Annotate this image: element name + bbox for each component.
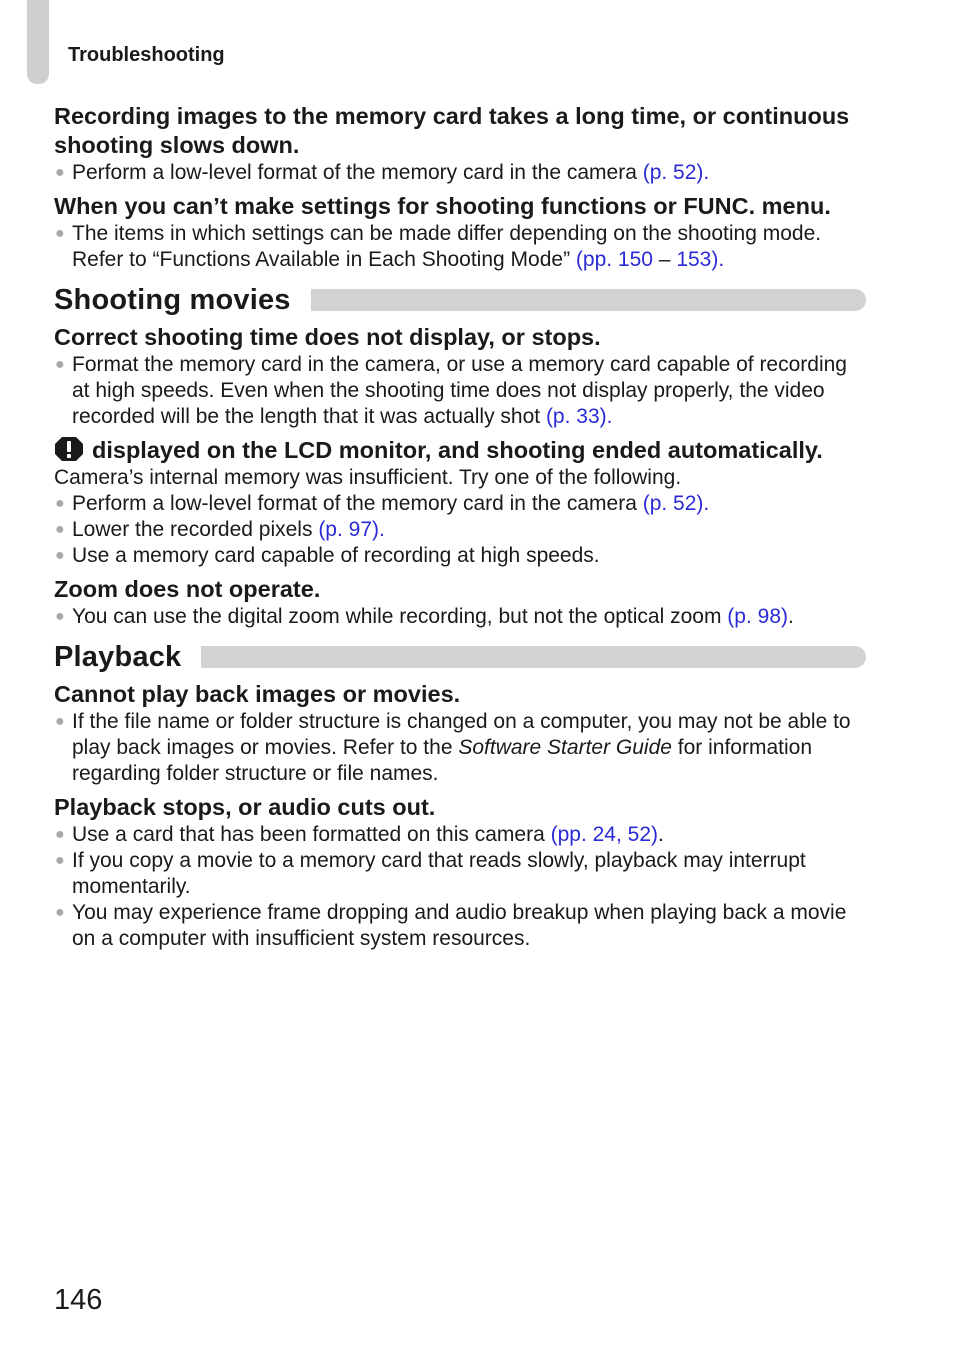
- page-link[interactable]: 153): [676, 248, 719, 271]
- list-item: ● If you copy a movie to a memory card that reads slowly, playback may interrupt momentarily.: [55, 849, 806, 898]
- list-item: ● Lower the recorded pixels (p. 97).: [55, 518, 385, 541]
- bullet-dot-icon: ●: [55, 713, 65, 730]
- heading-shooting-time: Correct shooting time does not display, or stops.: [54, 324, 601, 350]
- bullet-dot-icon: ●: [55, 225, 65, 242]
- bullet-dot-icon: ●: [55, 826, 65, 843]
- page-link[interactable]: 52): [627, 823, 659, 846]
- section-bar: [201, 646, 866, 668]
- page-link[interactable]: (p. 98): [727, 605, 788, 628]
- page-content: [54, 102, 866, 956]
- section-title: Playback: [54, 640, 182, 673]
- bullet-dot-icon: ●: [55, 521, 65, 538]
- section-header-playback: [54, 640, 866, 674]
- page-link[interactable]: (p. 97): [318, 518, 380, 541]
- bullet-dot-icon: ●: [55, 904, 65, 921]
- heading-lcd-warning: displayed on the LCD monitor, and shooting ended automatically.: [54, 436, 866, 465]
- bullet-dot-icon: ●: [55, 608, 65, 625]
- exclamation-octagon-icon: [54, 436, 84, 462]
- list-item: ● Use a memory card capable of recording at high speeds.: [55, 544, 600, 567]
- bullet-dot-icon: ●: [55, 547, 65, 564]
- page-link[interactable]: (pp. 150: [575, 248, 653, 271]
- bullet-dot-icon: ●: [55, 164, 65, 181]
- page-number: 146: [54, 1284, 103, 1316]
- list-zoom: [54, 604, 866, 630]
- bullet-dot-icon: ●: [55, 356, 65, 373]
- page-link[interactable]: (p. 33): [545, 405, 607, 428]
- guide-title: Software Starter Guide: [458, 736, 672, 759]
- page-link[interactable]: (p. 52): [642, 492, 704, 515]
- section-title: Shooting movies: [54, 283, 291, 316]
- section-bar: [311, 289, 866, 311]
- section-tab: [27, 0, 49, 84]
- lcd-intro-text: Camera’s internal memory was insufficient. Try one of the following.: [54, 466, 682, 489]
- list-item: ● If the file name or folder structure is changed on a computer, you may not be able to play back images or movies. Refer to the Software Starter Guide for information regarding folder structure or file names.: [55, 710, 851, 785]
- heading-playback-stops: Playback stops, or audio cuts out.: [54, 794, 436, 820]
- list-recording-slow: [54, 160, 866, 186]
- list-item: ● You may experience frame dropping and audio breakup when playing back a movie on a computer with insufficient system resources.: [55, 901, 847, 950]
- section-header-shooting-movies: [54, 283, 866, 317]
- heading-zoom: Zoom does not operate.: [54, 576, 321, 602]
- list-item: ● You can use the digital zoom while recording, but not the optical zoom (p. 98).: [55, 605, 794, 628]
- list-shooting-time: [54, 352, 866, 430]
- list-item: ● Use a card that has been formatted on this camera (pp. 24, 52).: [55, 823, 664, 846]
- list-item: ● Perform a low-level format of the memory card in the camera (p. 52).: [55, 161, 710, 184]
- list-playback-stops: [54, 822, 866, 952]
- list-item: ● Perform a low-level format of the memory card in the camera (p. 52).: [55, 492, 710, 515]
- heading-func-menu: When you can’t make settings for shooting functions or FUNC. menu.: [54, 193, 831, 219]
- running-header: Troubleshooting: [68, 44, 225, 66]
- bullet-dot-icon: ●: [55, 495, 65, 512]
- bullet-dot-icon: ●: [55, 852, 65, 869]
- list-func-menu: [54, 221, 866, 273]
- list-cannot-play: [54, 709, 866, 787]
- list-item: ● The items in which settings can be made differ depending on the shooting mode. Refer to “Functions Available in Each Shooting Mode” (pp. 150 – 153).: [55, 222, 822, 271]
- heading-cannot-play: Cannot play back images or movies.: [54, 681, 461, 707]
- list-lcd-warning: [54, 491, 866, 569]
- heading-recording-slow: Recording images to the memory card takes a long time, or continuous shooting slows down.: [54, 103, 850, 158]
- page-link[interactable]: (p. 52): [642, 161, 704, 184]
- list-item: ● Format the memory card in the camera, or use a memory card capable of recording at high speeds. Even when the shooting time does not display properly, the video recorded will be the length that it was actually shot (p. 33).: [55, 353, 847, 428]
- page-link[interactable]: (pp. 24: [550, 823, 616, 846]
